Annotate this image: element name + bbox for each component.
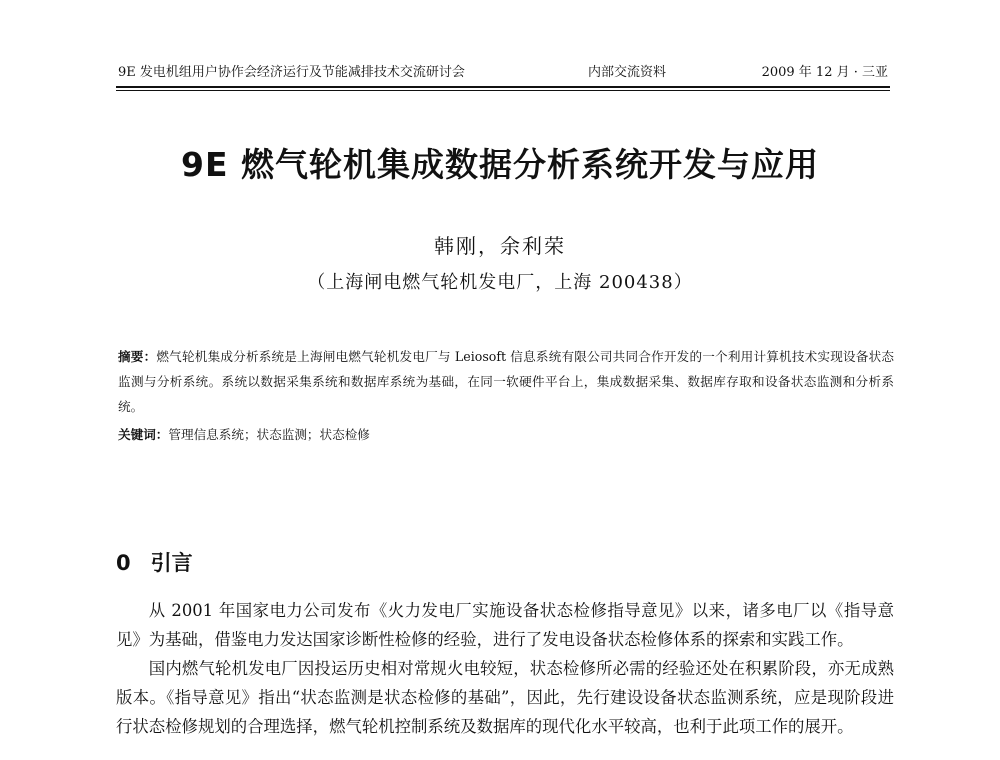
body-paragraph-2: 国内燃气轮机发电厂因投运历史相对常规火电较短，状态检修所必需的经验还处在积累阶段，亦无成熟版本。《指导意见》指出“状态监测是状态检修的基础”，因此，先行建设设备状态监测系统，应是现阶段进行状态检修规划的合理选择，燃气轮机控制系统及数据库的现代化水平较高，也利于此项工作的展开。 [116, 659, 894, 736]
body-paragraph-1: 从 2001 年国家电力公司发布《火力发电厂实施设备状态检修指导意见》以来，诸多电厂以《指导意见》为基础，借鉴电力发达国家诊断性检修的经验，进行了发电设备状态检修体系的探索和实践工作。 [116, 601, 894, 649]
section-heading [116, 548, 193, 578]
keywords-label: 关键词： [118, 427, 169, 442]
header-document-type: 内部交流资料 [588, 65, 667, 80]
section-number: 0 [116, 551, 131, 575]
running-header [118, 62, 890, 84]
body-text [116, 596, 894, 741]
paper-title: 9E 燃气轮机集成数据分析系统开发与应用 [181, 145, 819, 184]
abstract [118, 344, 894, 419]
paper-affiliation: （上海闸电燃气轮机发电厂，上海 200438） [307, 272, 693, 293]
abstract-label: 摘要： [118, 349, 157, 364]
header-rule-thin [116, 90, 890, 91]
header-rule [116, 86, 890, 88]
abstract-text: 燃气轮机集成分析系统是上海闸电燃气轮机发电厂与 Leiosoft 信息系统有限公司共同合作开发的一个利用计算机技术实现设备状态监测与分析系统。系统以数据采集系统和数据库系统为基础，在同一软硬件平台上，集成数据采集、数据库存取和设备状态监测和分析系统。 [118, 349, 894, 414]
header-conference-name: 9E 发电机组用户协作会经济运行及节能减排技术交流研讨会 [118, 65, 465, 80]
keywords [118, 422, 894, 447]
keywords-text: 管理信息系统；状态监测；状态检修 [168, 427, 370, 442]
section-title: 引言 [150, 551, 193, 575]
header-date-location: 2009 年 12 月 · 三亚 [761, 65, 888, 80]
paper-authors: 韩刚，余利荣 [434, 234, 566, 258]
